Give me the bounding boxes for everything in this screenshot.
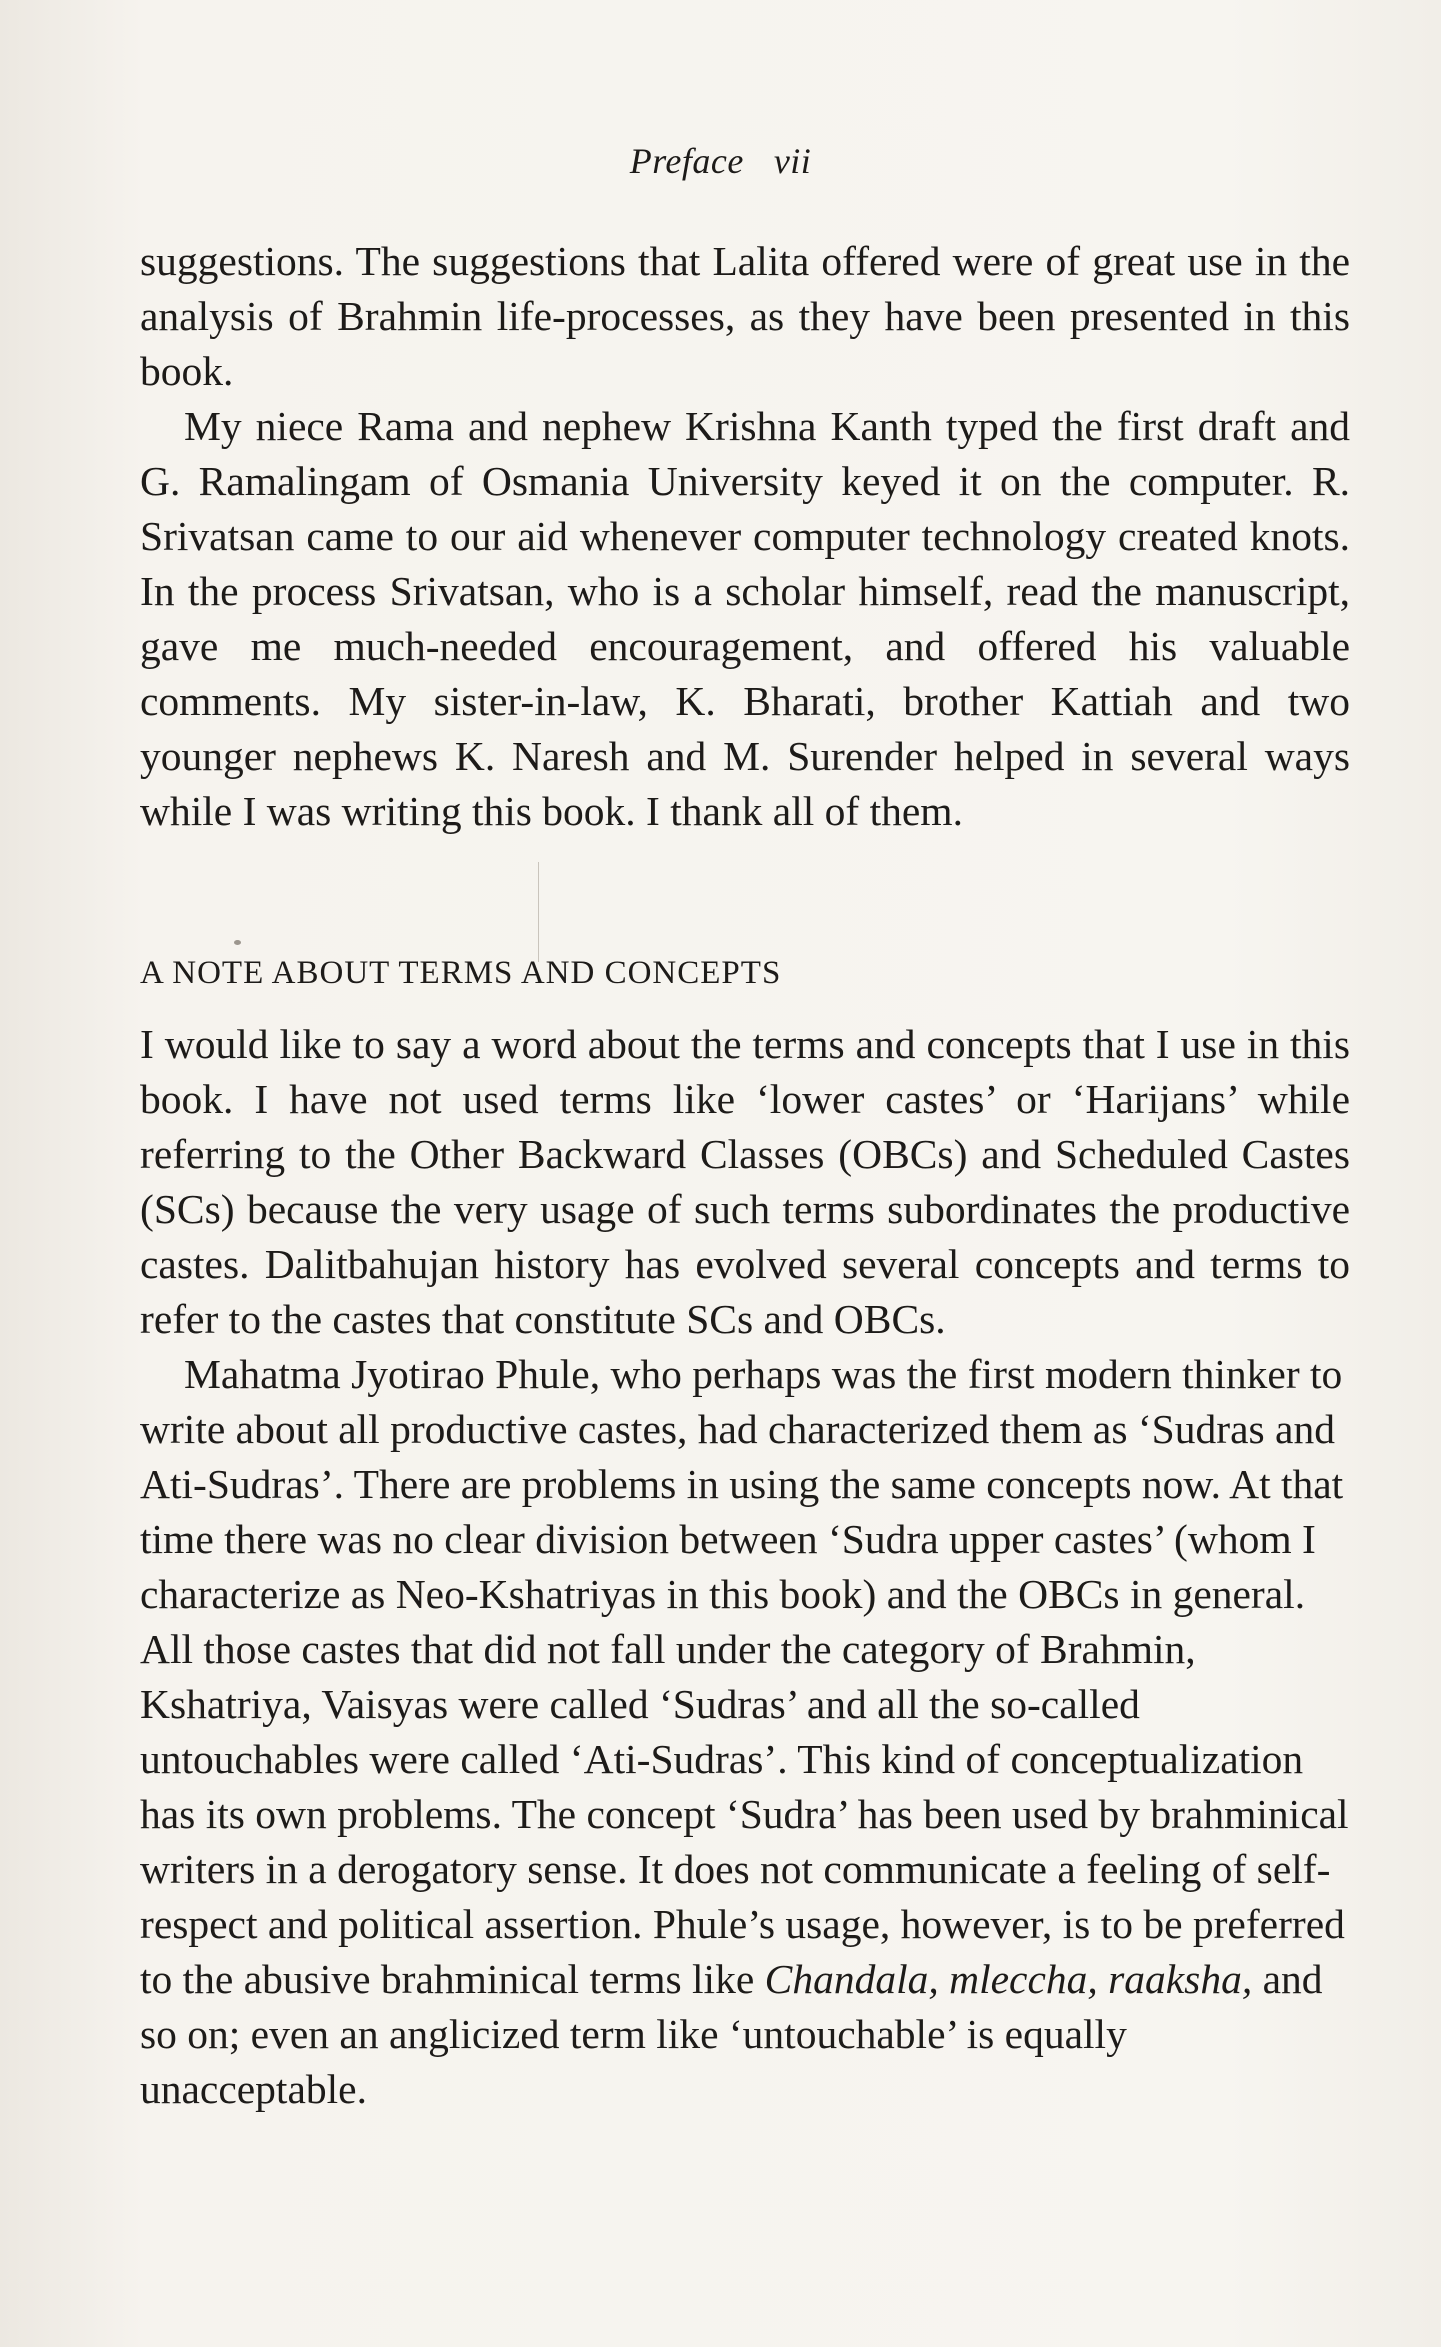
paragraph-phule bbox=[140, 1347, 1350, 2117]
paragraph-terms-intro: I would like to say a word about the terms and concepts that I use in this book. I have not used terms like ‘lower castes’ or ‘Harijans’ while referring to the Other Backward Classes (OBCs) and Scheduled Castes (SCs) because the very usage of such terms subordinates the productive castes. Dalitbahujan history has evolved several concepts and terms to refer to the castes that constitute SCs and OBCs. bbox=[140, 1021, 1350, 1342]
italic-terms: Chandala, mlеccha, raaksha, bbox=[764, 1956, 1253, 2002]
paragraph-phule-text: Mahatma Jyotirao Phule, who perhaps was the first modern thinker to write about all productive castes, had characterized them as ‘Sudras and Ati-Sudras’. There are problems in using the same concepts now. At that time there was no clear division between ‘Sudra upper castes’ (whom I characterize as Neo-Kshatriyas in this book) and the OBCs in general. All those castes that did not fall under the category of Brahmin, Kshatriya, Vaisyas were called ‘Sudras’ and all the so-called untouchables were called ‘Ati-Sudras’. This kind of conceptualization has its own problems. The concept ‘Sudra’ has been used by brahminical writers in a derogatory sense. It does not communicate a feeling of self-respect and political assertion. Phule’s usage, however, is to be preferred to the abusive brahminical terms like bbox=[140, 1351, 1349, 2002]
page-number: vii bbox=[773, 141, 812, 181]
paragraph-acknowledgements: My niece Rama and nephew Krishna Kanth typed the first draft and G. Ramalingam of Osmania University keyed it on the computer. R. Srivatsan came to our aid whenever computer technology created knots. In the process Srivatsan, who is a scholar himself, read the manuscript, gave me much-needed encouragement, and offered his valuable comments. My sister-in-law, K. Bharati, brother Kattiah and two younger nephews K. Naresh and M. Surender helped in several ways while I was writing this book. I thank all of them. bbox=[140, 403, 1350, 834]
running-head bbox=[0, 140, 1441, 182]
section-heading: A NOTE ABOUT TERMS AND CONCEPTS bbox=[140, 955, 782, 991]
body-text bbox=[140, 234, 1350, 2117]
paragraph-phule-ending: and so on; even an anglicized term like ‘untouchable’ is equally unacceptable. bbox=[140, 1956, 1323, 2112]
running-head-title: Preface bbox=[629, 141, 744, 181]
paragraph-continued: suggestions. The suggestions that Lalita offered were of great use in the analysis of Brahmin life-processes, as they have been presented in this book. bbox=[140, 238, 1350, 394]
